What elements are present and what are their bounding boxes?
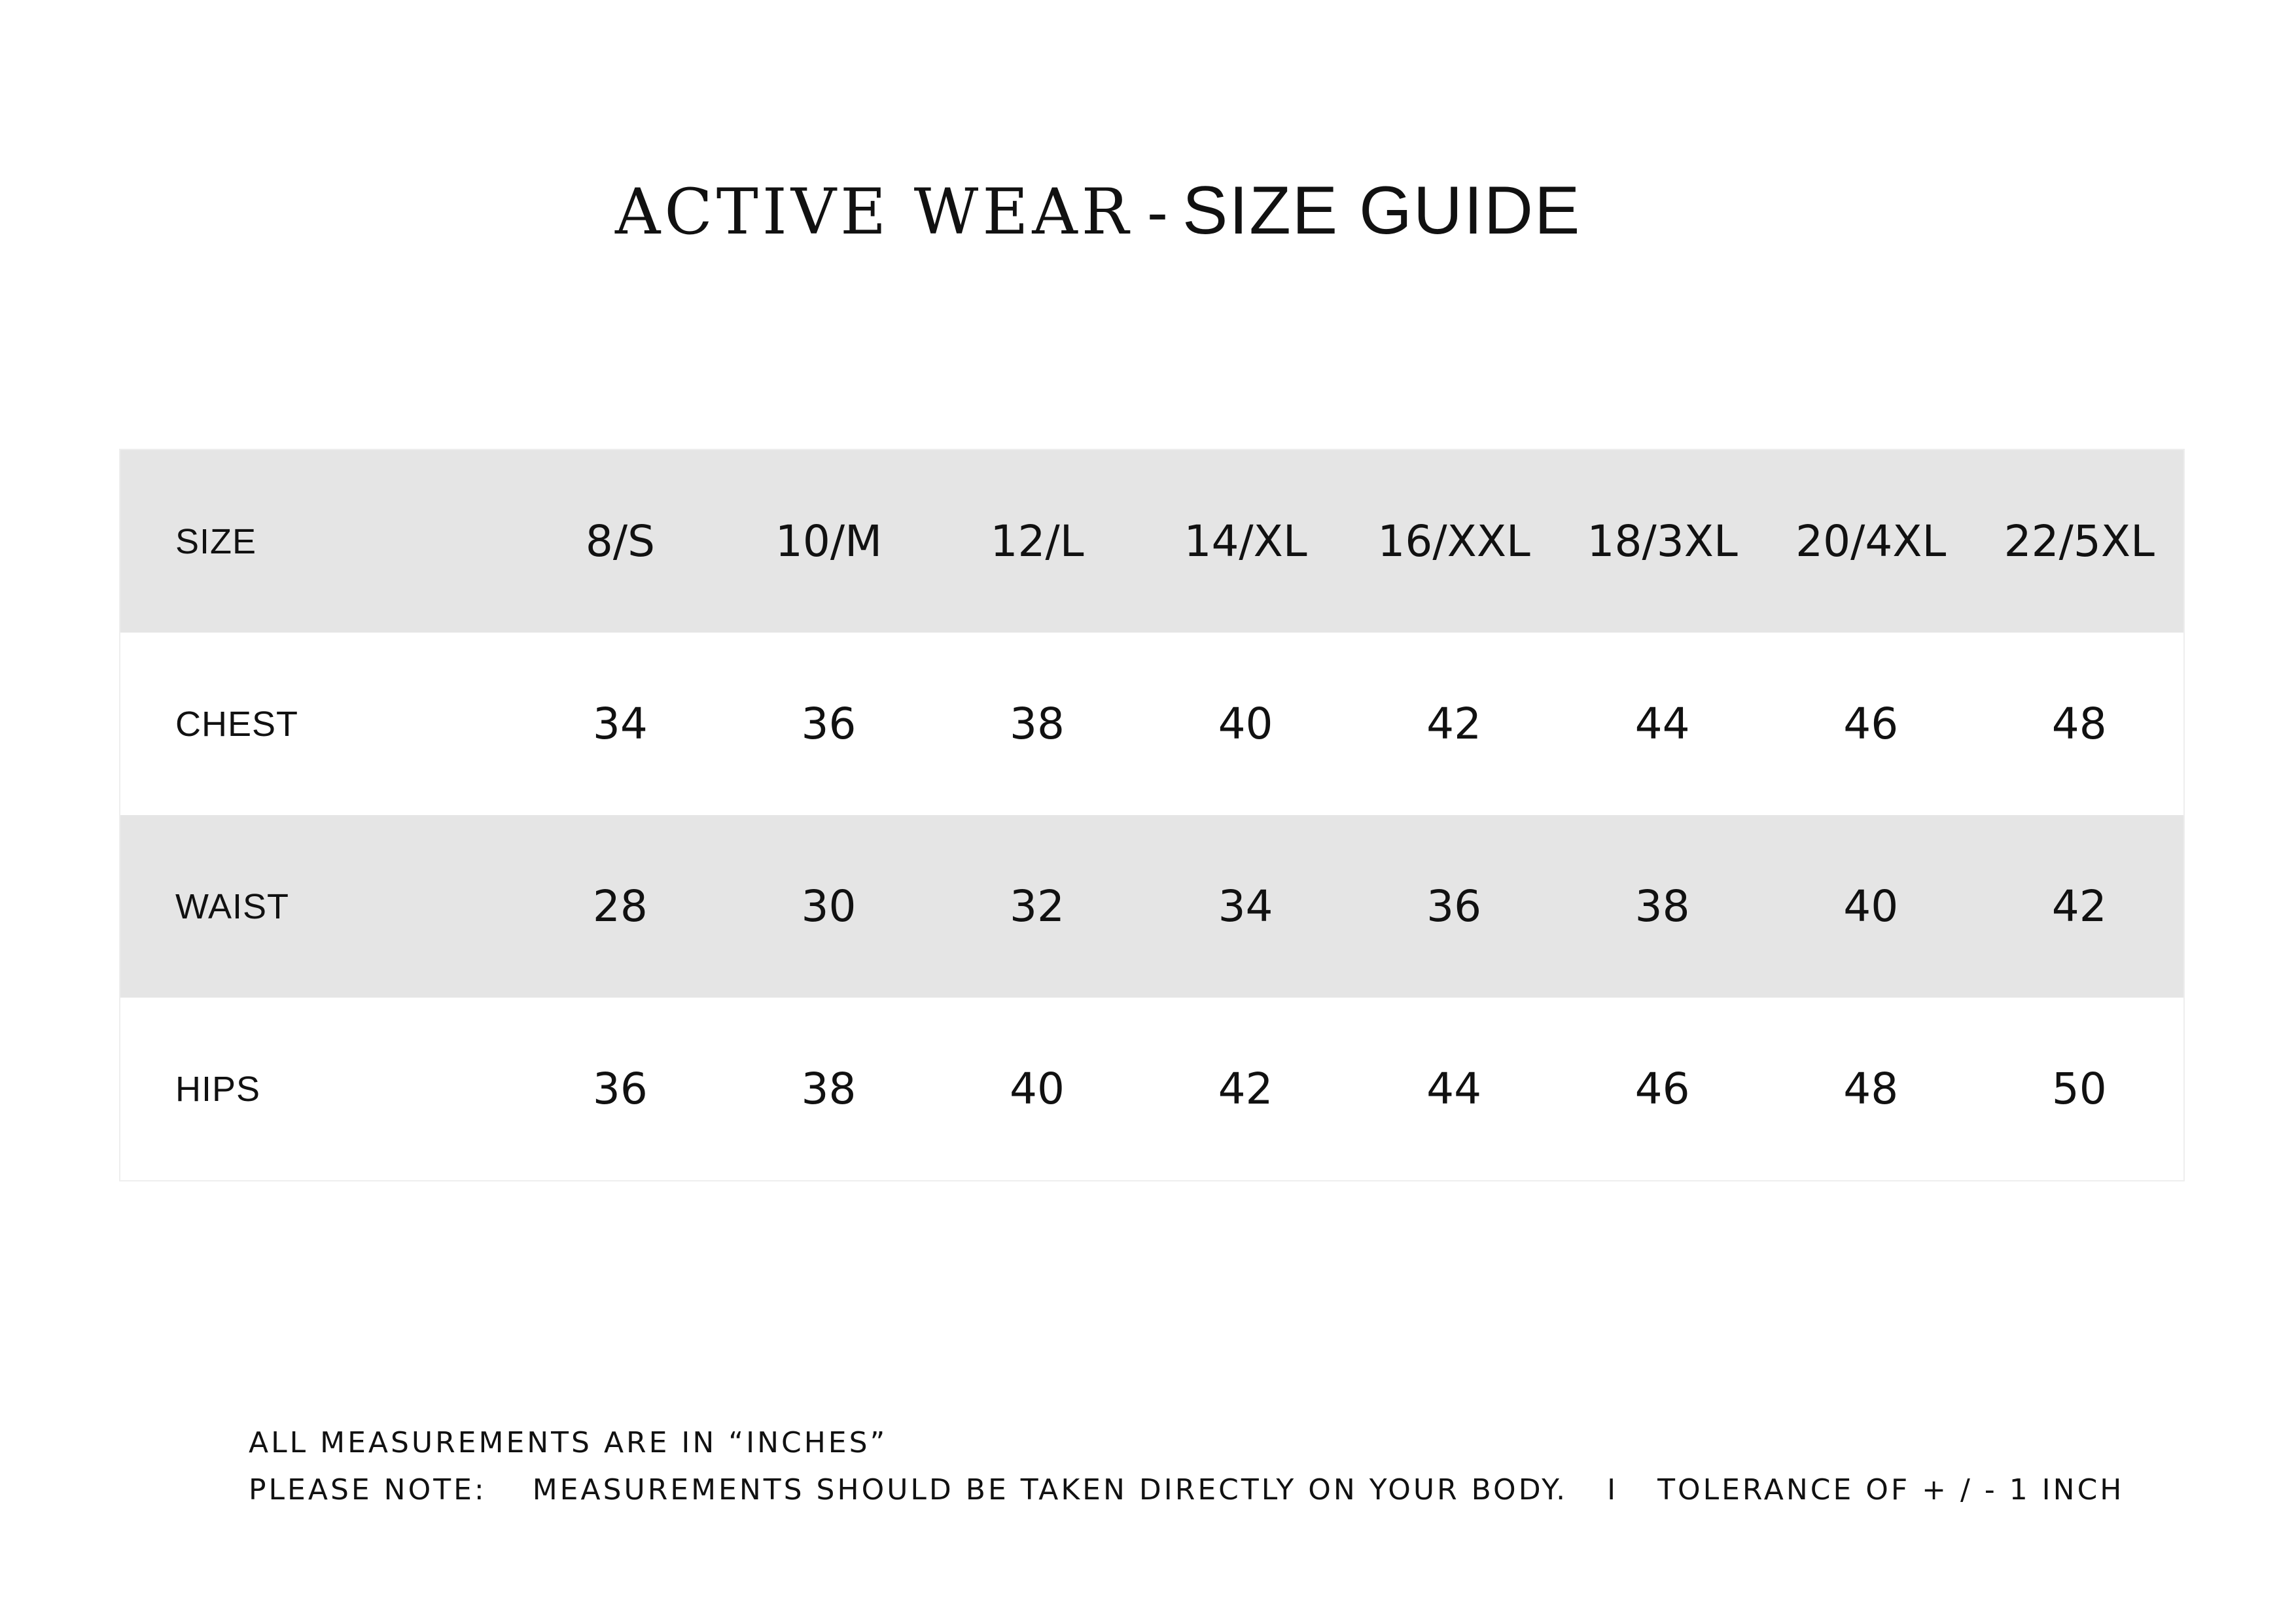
- table-row-waist: [120, 815, 2183, 998]
- size-cell: 16/XXL: [1377, 516, 1530, 567]
- measurement-cell: 40: [1010, 1064, 1065, 1114]
- page-title: [615, 173, 1581, 249]
- size-cell: 12/L: [990, 516, 1084, 567]
- measurement-instruction: MEASUREMENTS SHOULD BE TAKEN DIRECTLY ON YOUR BODY.: [532, 1473, 1568, 1507]
- table-row-chest: [120, 633, 2183, 815]
- table-header-row: [120, 450, 2183, 633]
- measurement-cell: 48: [2051, 699, 2107, 749]
- table-row-hips: [120, 998, 2183, 1180]
- footnotes: [249, 1420, 2124, 1514]
- measurement-cell: 32: [1010, 881, 1065, 932]
- measurement-cell: 34: [1218, 881, 1273, 932]
- measurement-cell: 40: [1218, 699, 1273, 749]
- size-table: [119, 449, 2185, 1181]
- measurement-cell: 34: [592, 699, 648, 749]
- row-label-hips: HIPS: [175, 1069, 261, 1109]
- measurement-cell: 38: [1634, 881, 1690, 932]
- note-divider: I: [1607, 1473, 1619, 1507]
- measurement-cell: 36: [1426, 881, 1482, 932]
- measurement-cell: 36: [592, 1064, 648, 1114]
- title-active-wear: ACTIVE WEAR: [615, 175, 1133, 249]
- measurement-cell: 38: [1010, 699, 1065, 749]
- row-label-chest: CHEST: [175, 704, 299, 744]
- measurement-cell: 36: [801, 699, 857, 749]
- measurement-cell: 30: [801, 881, 857, 932]
- measurement-cell: 42: [1218, 1064, 1273, 1114]
- size-cell: 10/M: [775, 516, 883, 567]
- please-note-label: PLEASE NOTE:: [249, 1473, 487, 1507]
- measurement-cell: 46: [1634, 1064, 1690, 1114]
- measurement-cell: 42: [1426, 699, 1482, 749]
- measurement-cell: 42: [2051, 881, 2107, 932]
- size-cell: 20/4XL: [1795, 516, 1947, 567]
- units-note: ALL MEASUREMENTS ARE IN “INCHES”: [249, 1426, 888, 1459]
- measurement-cell: 44: [1426, 1064, 1482, 1114]
- measurement-cell: 50: [2051, 1064, 2107, 1114]
- measurement-cell: 44: [1634, 699, 1690, 749]
- row-label-waist: WAIST: [175, 886, 289, 926]
- measurement-cell: 38: [801, 1064, 857, 1114]
- row-label-size: SIZE: [175, 521, 257, 561]
- measurement-cell: 28: [592, 881, 648, 932]
- tolerance-note: TOLERANCE OF + / - 1 INCH: [1657, 1473, 2125, 1507]
- title-separator: -: [1147, 177, 1168, 247]
- measurement-cell: 40: [1843, 881, 1899, 932]
- size-cell: 22/5XL: [2004, 516, 2155, 567]
- title-size-guide: SIZE GUIDE: [1182, 173, 1581, 249]
- measurement-note: [249, 1467, 2124, 1514]
- size-cell: 8/S: [585, 516, 655, 567]
- measurement-cell: 48: [1843, 1064, 1899, 1114]
- size-cell: 18/3XL: [1587, 516, 1738, 567]
- measurement-cell: 46: [1843, 699, 1899, 749]
- size-cell: 14/XL: [1184, 516, 1307, 567]
